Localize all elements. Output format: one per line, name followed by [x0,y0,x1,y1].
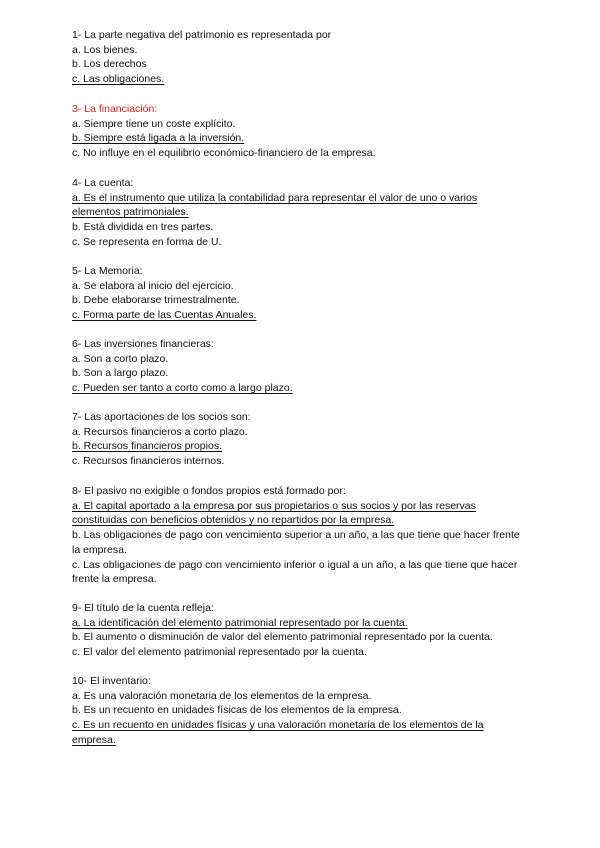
option-a-correct: a. El capital aportado a la empresa por sus propietarios o sus socios y por las reservas constituidas con beneficios obtenidos y no repartidos por la empresa. [72,499,476,527]
option-a: a. Recursos financieros a corto plazo. [72,425,248,438]
option-c: c. No influye en el equilibrio económico-financiero de la empresa. [72,147,376,160]
question-title: 4- La cuenta: [72,177,134,189]
question-10 [72,674,532,748]
question-7 [72,410,532,469]
question-title: 10- El inventario: [72,675,151,687]
option-a-correct: a. Es el instrumento que utiliza la contabilidad para representar el valor de uno o varios elementos patrimoniales. [72,191,478,219]
option-a: a. Son a corto plazo. [72,352,169,365]
question-5 [72,264,532,323]
option-c: c. El valor del elemento patrimonial representado por la cuenta. [72,646,367,659]
option-a: a. Los bienes. [72,43,138,56]
option-b: b. Debe elaborarse trimestralmente. [72,294,240,307]
option-a: a. Siempre tiene un coste explícito. [72,117,236,130]
question-title: 3- La financiación: [72,103,158,115]
option-c-correct: c. Es un recuento en unidades físicas y una valoración monetaria de los elementos de la empresa. [72,719,484,746]
option-c-correct: c. Las obligaciones. [72,73,165,86]
option-b: b. Son a largo plazo. [72,367,169,380]
option-b: b. Es un recuento en unidades físicas de los elementos de la empresa. [72,704,402,717]
option-b-correct: b. Siempre está ligada a la inversión. [72,132,245,145]
question-1 [72,28,532,87]
question-3 [72,102,532,161]
option-c: c. Se representa en forma de U. [72,235,222,248]
option-a: a. Es una valoración monetaria de los elementos de la empresa. [72,689,372,702]
question-title: 8- El pasivo no exigible o fondos propios está formado por: [72,485,346,497]
question-9 [72,601,532,660]
question-title: 1- La parte negativa del patrimonio es representada por [72,29,332,41]
option-c-correct: c. Pueden ser tanto a corto como a largo plazo. [72,382,293,395]
option-b-correct: b. Recursos financieros propios. [72,440,222,453]
question-title: 5- La Memoria: [72,265,143,277]
question-4 [72,176,532,250]
question-6 [72,337,532,396]
option-b: b. El aumento o disminución de valor del elemento patrimonial representado por la cuenta. [72,631,493,644]
option-c: c. Las obligaciones de pago con vencimiento inferior o igual a un año, a las que tiene que hacer frente la empresa. [72,558,518,586]
option-c-correct: c. Forma parte de las Cuentas Anuales. [72,309,257,322]
option-c: c. Recursos financieros internos. [72,455,225,468]
option-a-correct: a. La identificación del elemento patrimonial representado por la cuenta. [72,616,408,629]
option-b: b. Los derechos [72,58,147,71]
question-title: 6- Las inversiones financieras: [72,338,214,350]
option-a: a. Se elabora al inicio del ejercicio. [72,279,234,292]
question-title: 9- El título de la cuenta refleja: [72,602,214,614]
option-b: b. Las obligaciones de pago con vencimiento superior a un año, a las que tiene que hacer frente la empresa. [72,529,520,556]
option-b: b. Está dividida en tres partes. [72,221,214,234]
question-8 [72,484,532,587]
question-title: 7- Las aportaciones de los socios son: [72,411,251,423]
